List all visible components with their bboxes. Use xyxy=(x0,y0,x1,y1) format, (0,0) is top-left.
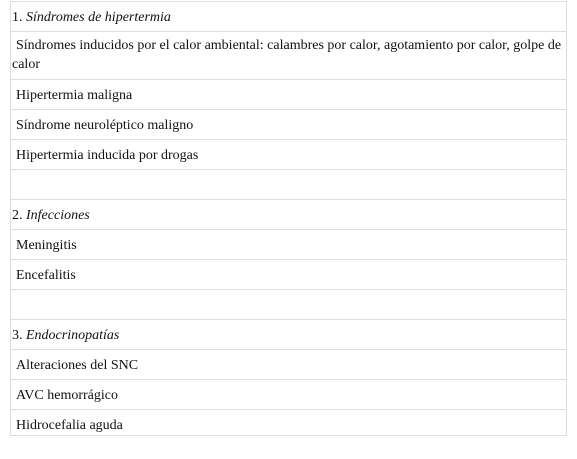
section-header-row xyxy=(11,320,567,350)
table-row xyxy=(11,230,567,260)
table-cell xyxy=(11,380,567,410)
table-cell xyxy=(11,140,567,170)
table-cell xyxy=(11,230,567,260)
empty-row xyxy=(11,290,567,320)
section-header-cell xyxy=(11,200,567,230)
list-item: Hidrocefalia aguda xyxy=(16,418,123,433)
table-row xyxy=(11,80,567,110)
empty-cell xyxy=(11,170,567,200)
table-row xyxy=(11,380,567,410)
table-cell xyxy=(11,410,567,436)
causes-table xyxy=(10,1,567,436)
table-cell xyxy=(11,110,567,140)
section-header-row xyxy=(11,2,567,32)
section-number: 3. xyxy=(12,328,23,343)
table-cell xyxy=(11,350,567,380)
empty-row xyxy=(11,170,567,200)
list-item: Síndromes inducidos por el calor ambiental: calambres por calor, agotamiento por calor, golpe de calor xyxy=(12,38,562,72)
list-item: Hipertermia maligna xyxy=(16,88,133,103)
table-row xyxy=(11,110,567,140)
list-item: Síndrome neuroléptico maligno xyxy=(16,118,194,133)
section-header-row xyxy=(11,200,567,230)
list-item: AVC hemorrágico xyxy=(16,388,118,403)
section-number: 2. xyxy=(12,208,23,223)
list-item: Alteraciones del SNC xyxy=(16,358,139,373)
empty-cell xyxy=(11,290,567,320)
table-cell xyxy=(11,260,567,290)
table-row xyxy=(11,350,567,380)
table-row xyxy=(11,260,567,290)
section-title: Endocrinopatías xyxy=(26,328,120,343)
list-item: Hipertermia inducida por drogas xyxy=(16,148,199,163)
table-row xyxy=(11,32,567,80)
causes-table-container xyxy=(10,1,567,436)
section-number: 1. xyxy=(12,10,23,25)
table-row xyxy=(11,410,567,436)
table-row xyxy=(11,140,567,170)
list-item: Encefalitis xyxy=(16,268,76,283)
section-title: Síndromes de hipertermia xyxy=(26,10,171,25)
section-header-cell xyxy=(11,2,567,32)
table-cell xyxy=(11,32,567,80)
section-header-cell xyxy=(11,320,567,350)
table-cell xyxy=(11,80,567,110)
section-title: Infecciones xyxy=(26,208,90,223)
list-item: Meningitis xyxy=(16,238,77,253)
